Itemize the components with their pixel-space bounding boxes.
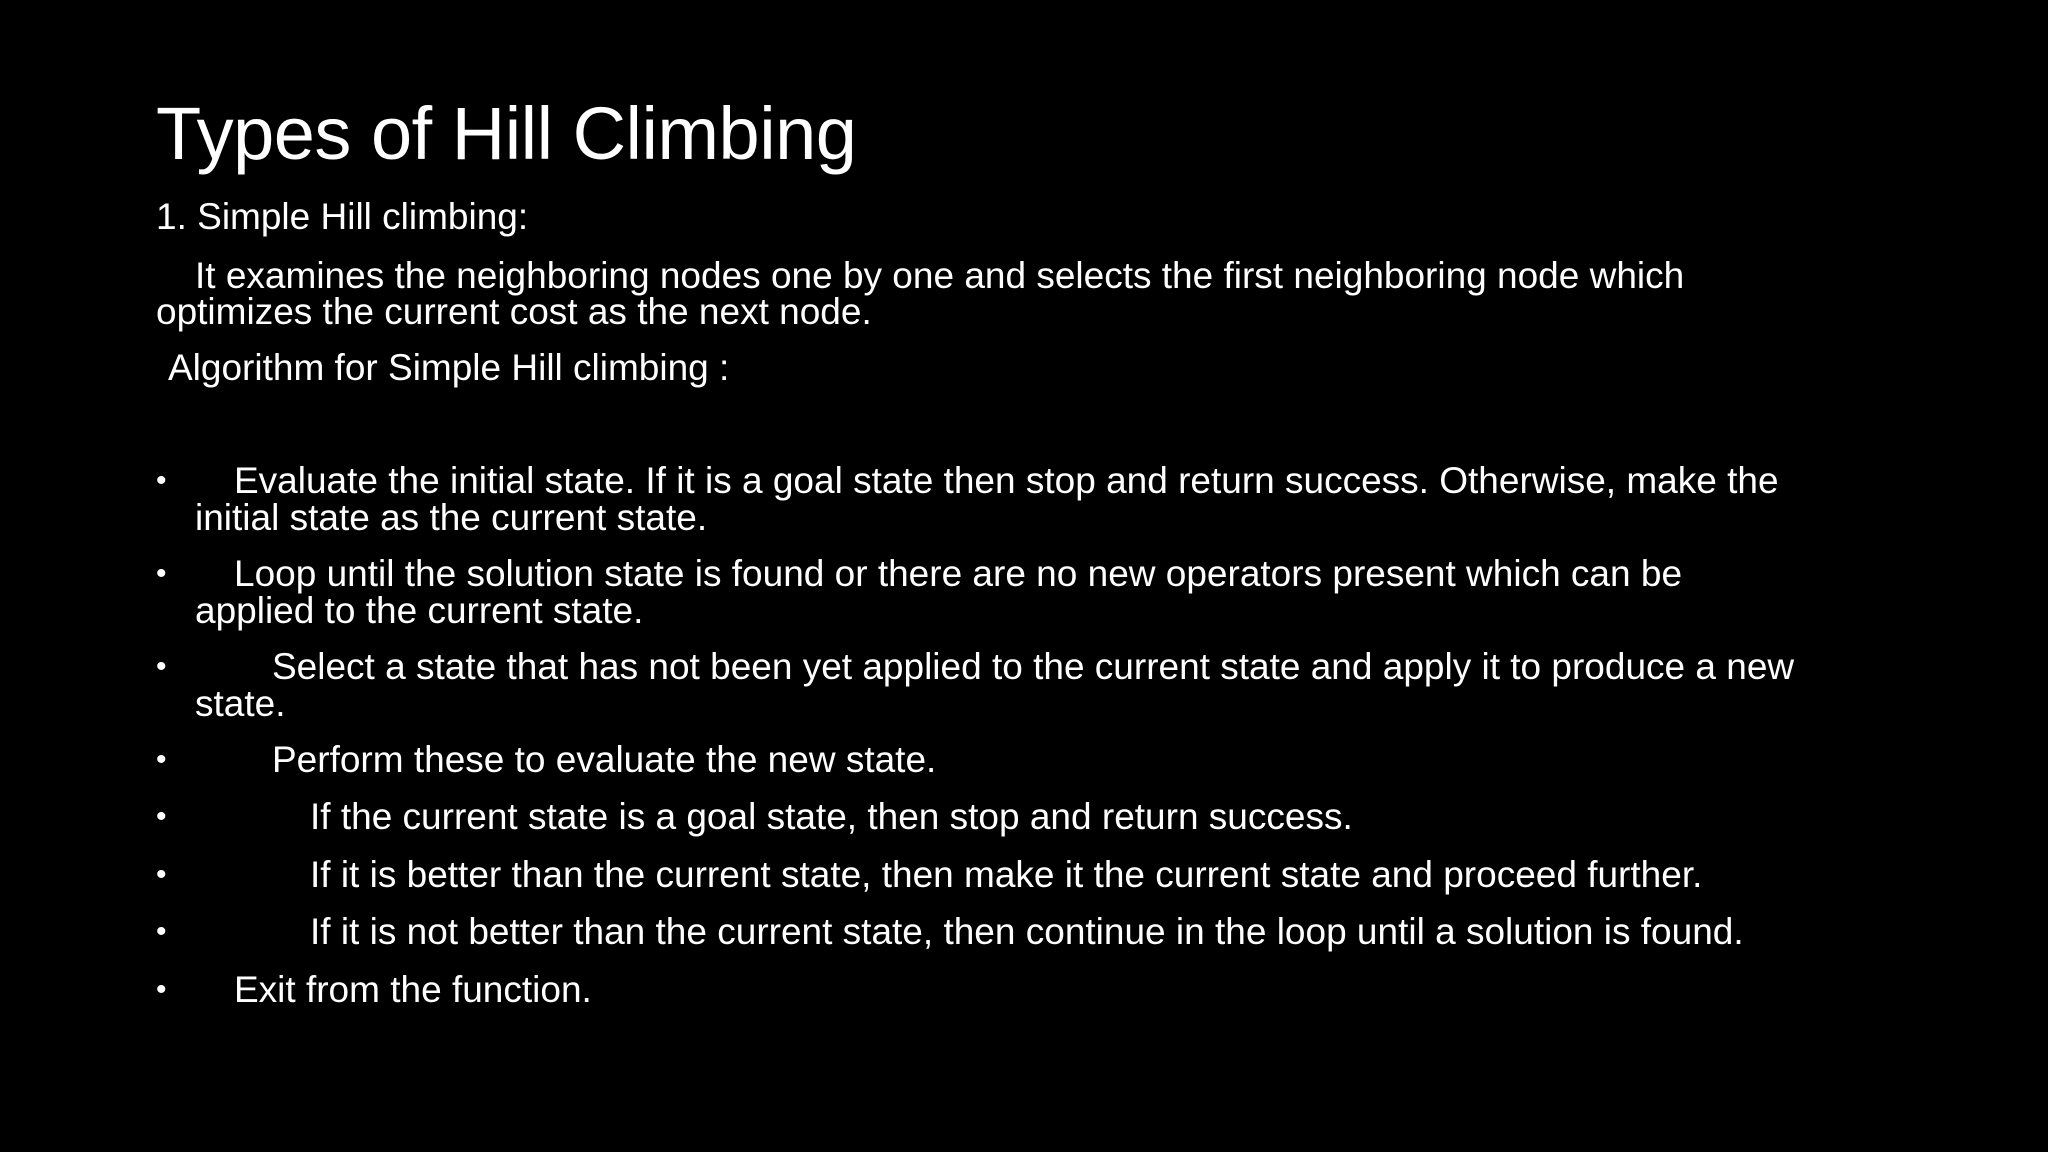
list-item-text: Perform these to evaluate the new state. xyxy=(272,739,937,780)
description-line-2: optimizes the current cost as the next node. xyxy=(156,291,872,332)
list-item-text: If it is not better than the current state, then continue in the loop until a solution is found. xyxy=(310,911,1744,952)
bullet-icon: • xyxy=(156,973,167,1006)
slide-title: Types of Hill Climbing xyxy=(156,92,857,175)
list-item-text-continued: state. xyxy=(195,683,286,724)
list-item-text-continued: applied to the current state. xyxy=(195,590,644,631)
bullet-icon: • xyxy=(156,800,167,833)
list-item-text: Evaluate the initial state. If it is a goal state then stop and return success. Otherwise, make the xyxy=(234,460,1779,501)
list-item-text: Exit from the function. xyxy=(234,969,592,1010)
list-item-text-continued: initial state as the current state. xyxy=(195,497,708,538)
list-item-text: Loop until the solution state is found or there are no new operators present which can be xyxy=(234,553,1683,594)
bullet-icon: • xyxy=(156,858,167,891)
bullet-icon: • xyxy=(156,915,167,948)
bullet-icon: • xyxy=(156,650,167,683)
bullet-icon: • xyxy=(156,557,167,590)
list-item-text: If the current state is a goal state, then stop and return success. xyxy=(310,796,1353,837)
algorithm-heading: Algorithm for Simple Hill climbing : xyxy=(168,347,730,388)
bullet-icon: • xyxy=(156,743,167,776)
bullet-icon: • xyxy=(156,464,167,497)
subheading: 1. Simple Hill climbing: xyxy=(156,196,529,237)
list-item-text: If it is better than the current state, then make it the current state and proceed further. xyxy=(310,854,1703,895)
list-item-text: Select a state that has not been yet applied to the current state and apply it to produce a new xyxy=(272,646,1795,687)
description-line-1: It examines the neighboring nodes one by one and selects the first neighboring node which xyxy=(195,255,1685,296)
